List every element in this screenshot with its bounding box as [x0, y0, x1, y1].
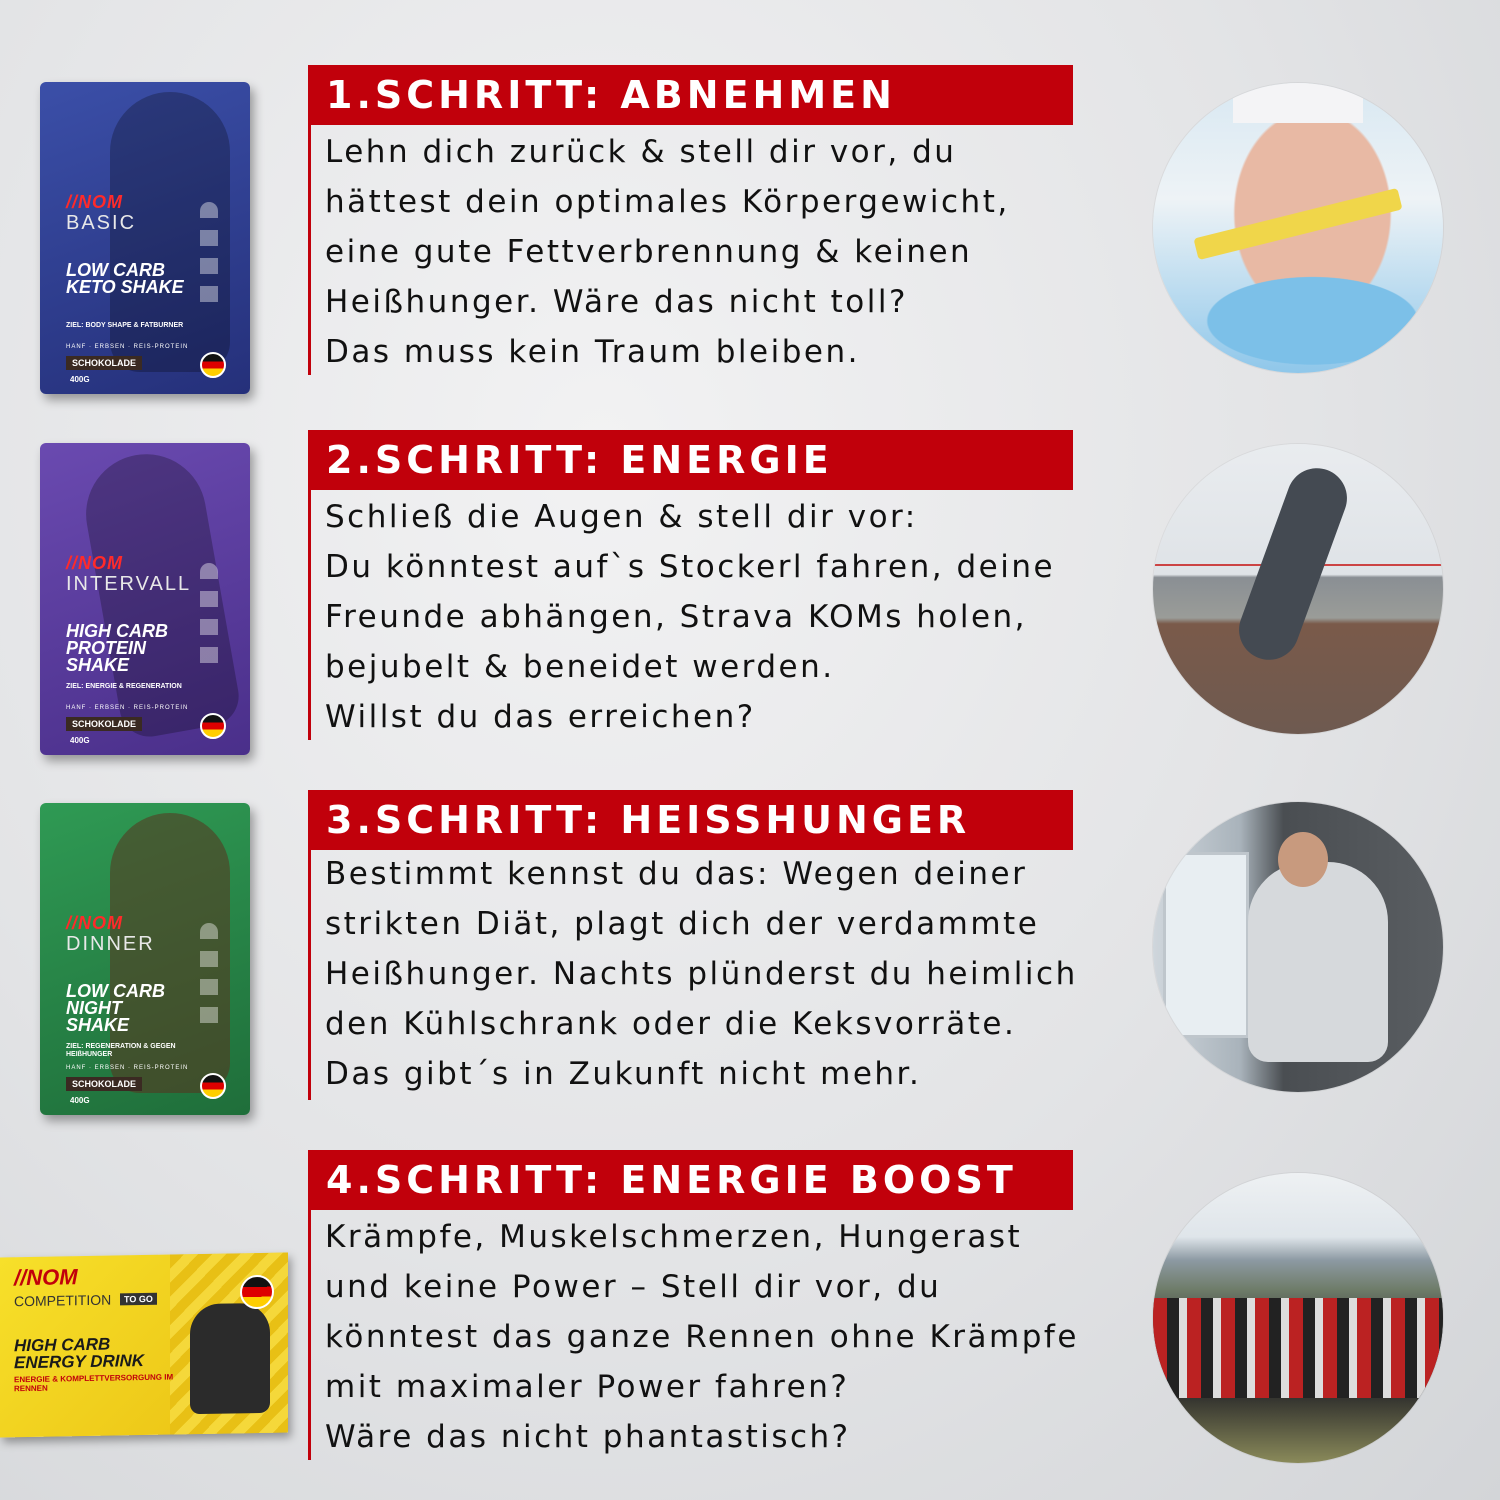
- product-pack-intervall: [40, 443, 250, 755]
- accent-line: [308, 850, 311, 1100]
- pack-product-name: HIGH CARB PROTEIN SHAKE: [66, 621, 168, 675]
- pack-product-name: HIGH CARB ENERGY DRINK: [14, 1334, 145, 1373]
- body-line: mit maximaler Power fahren?: [325, 1369, 850, 1405]
- pack-line: INTERVALL: [66, 573, 192, 595]
- pack-goal: ZIEL: BODY SHAPE & FATBURNER: [66, 322, 184, 329]
- body-line: den Kühlschrank oder die Keksvorräte.: [325, 1006, 1017, 1042]
- body-line: bejubelt & beneidet werden.: [325, 649, 835, 685]
- body-line: und keine Power – Stell dir vor, du: [325, 1269, 942, 1305]
- step-section-1: [0, 70, 1500, 400]
- product-pack-basic: [40, 82, 250, 394]
- pack-goal: ZIEL: ENERGIE & REGENERATION: [66, 683, 182, 690]
- rider-crowd: [1153, 1298, 1443, 1398]
- pack-brand: //NOM: [14, 1264, 78, 1291]
- step-title-bar: [308, 65, 1073, 125]
- body-line: hättest dein optimales Körpergewicht,: [325, 184, 1010, 220]
- sprinter-photo: [1153, 444, 1443, 734]
- step-section-3: [0, 795, 1500, 1125]
- pack-badge-icons: [200, 563, 218, 673]
- german-flag-icon: [200, 1073, 226, 1099]
- body-line: eine gute Fettverbrennung & keinen: [325, 234, 973, 270]
- open-fridge: [1163, 852, 1249, 1038]
- body-line: Krämpfe, Muskelschmerzen, Hungerast: [325, 1219, 1023, 1255]
- fridge-snacker-photo: [1153, 802, 1443, 1092]
- pack-flavor: SCHOKOLADE: [66, 1077, 142, 1091]
- pack-product-name: LOW CARB KETO SHAKE: [66, 260, 184, 297]
- pack-badge-icons: [200, 923, 218, 1033]
- body-line: Freunde abhängen, Strava KOMs holen,: [325, 599, 1028, 635]
- accent-line: [308, 1210, 311, 1460]
- measuring-tape: [1193, 188, 1402, 260]
- body-line: Willst du das erreichen?: [325, 699, 756, 735]
- accent-line: [308, 490, 311, 740]
- pack-ingredients: HANF · ERBSEN · REIS-PROTEIN: [66, 1065, 189, 1071]
- man-face: [1278, 832, 1328, 887]
- step-title: 1.SCHRITT: ABNEHMEN: [326, 73, 896, 117]
- pack-goal: ENERGIE & KOMPLETTVERSORGUNG IM RENNEN: [14, 1372, 174, 1394]
- accent-line: [308, 125, 311, 375]
- product-sachet-competition: [0, 1252, 288, 1437]
- body-line: Bestimmt kennst du das: Wegen deiner: [325, 856, 1028, 892]
- product-pack-dinner: [40, 803, 250, 1115]
- bike-race-photo: [1153, 1173, 1443, 1463]
- cyclist-figure: [190, 1303, 270, 1414]
- body-line: Lehn dich zurück & stell dir vor, du: [325, 134, 957, 170]
- pack-flavor: SCHOKOLADE: [66, 356, 142, 370]
- body-line: könntest das ganze Rennen ohne Krämpfe: [325, 1319, 1079, 1355]
- body-line: Heißhunger. Nachts plünderst du heimlich: [325, 956, 1078, 992]
- german-flag-icon: [200, 352, 226, 378]
- man-figure: [1248, 862, 1388, 1062]
- body-line: Das gibt´s in Zukunft nicht mehr.: [325, 1056, 922, 1092]
- step-section-4: [0, 1155, 1500, 1485]
- pack-weight: 400G: [70, 1096, 90, 1105]
- step-section-2: [0, 435, 1500, 765]
- body-line: strikten Diät, plagt dich der verdammte: [325, 906, 1040, 942]
- german-flag-icon: [200, 713, 226, 739]
- body-line: Das muss kein Traum bleiben.: [325, 334, 860, 370]
- waist-measure-photo: [1153, 83, 1443, 373]
- pack-ingredients: HANF · ERBSEN · REIS-PROTEIN: [66, 705, 189, 711]
- pack-weight: 400G: [70, 736, 90, 745]
- pack-line: BASIC: [66, 212, 137, 234]
- step-title-bar: [308, 790, 1073, 850]
- body-line: Du könntest auf`s Stockerl fahren, deine: [325, 549, 1056, 585]
- step-body: [325, 127, 1125, 377]
- pack-brand: //NOM: [66, 553, 123, 573]
- step-title: 4.SCHRITT: ENERGIE BOOST: [326, 1158, 1017, 1202]
- body-line: Schließ die Augen & stell dir vor:: [325, 499, 918, 535]
- step-title-bar: [308, 1150, 1073, 1210]
- step-title: 3.SCHRITT: HEISSHUNGER: [326, 798, 971, 842]
- pack-line: COMPETITION: [14, 1291, 112, 1310]
- pack-badge-icons: [200, 202, 218, 312]
- pack-goal: ZIEL: REGENERATION & GEGEN HEIßHUNGER: [66, 1043, 176, 1058]
- pack-brand: //NOM: [66, 913, 123, 933]
- step-title-bar: [308, 430, 1073, 490]
- pack-ingredients: HANF · ERBSEN · REIS-PROTEIN: [66, 344, 189, 350]
- pack-product-name: LOW CARB NIGHT SHAKE: [66, 981, 165, 1035]
- pack-line: DINNER: [66, 933, 155, 955]
- pack-flavor: SCHOKOLADE: [66, 717, 142, 731]
- step-title: 2.SCHRITT: ENERGIE: [326, 438, 833, 482]
- pack-tag: TO GO: [120, 1293, 157, 1306]
- pack-brand: //NOM: [66, 192, 123, 212]
- pack-weight: 400G: [70, 375, 90, 384]
- body-line: Wäre das nicht phantastisch?: [325, 1419, 851, 1455]
- white-top: [1233, 83, 1363, 123]
- step-body: [325, 1212, 1125, 1462]
- step-body: [325, 849, 1125, 1099]
- body-line: Heißhunger. Wäre das nicht toll?: [325, 284, 908, 320]
- step-body: [325, 492, 1125, 742]
